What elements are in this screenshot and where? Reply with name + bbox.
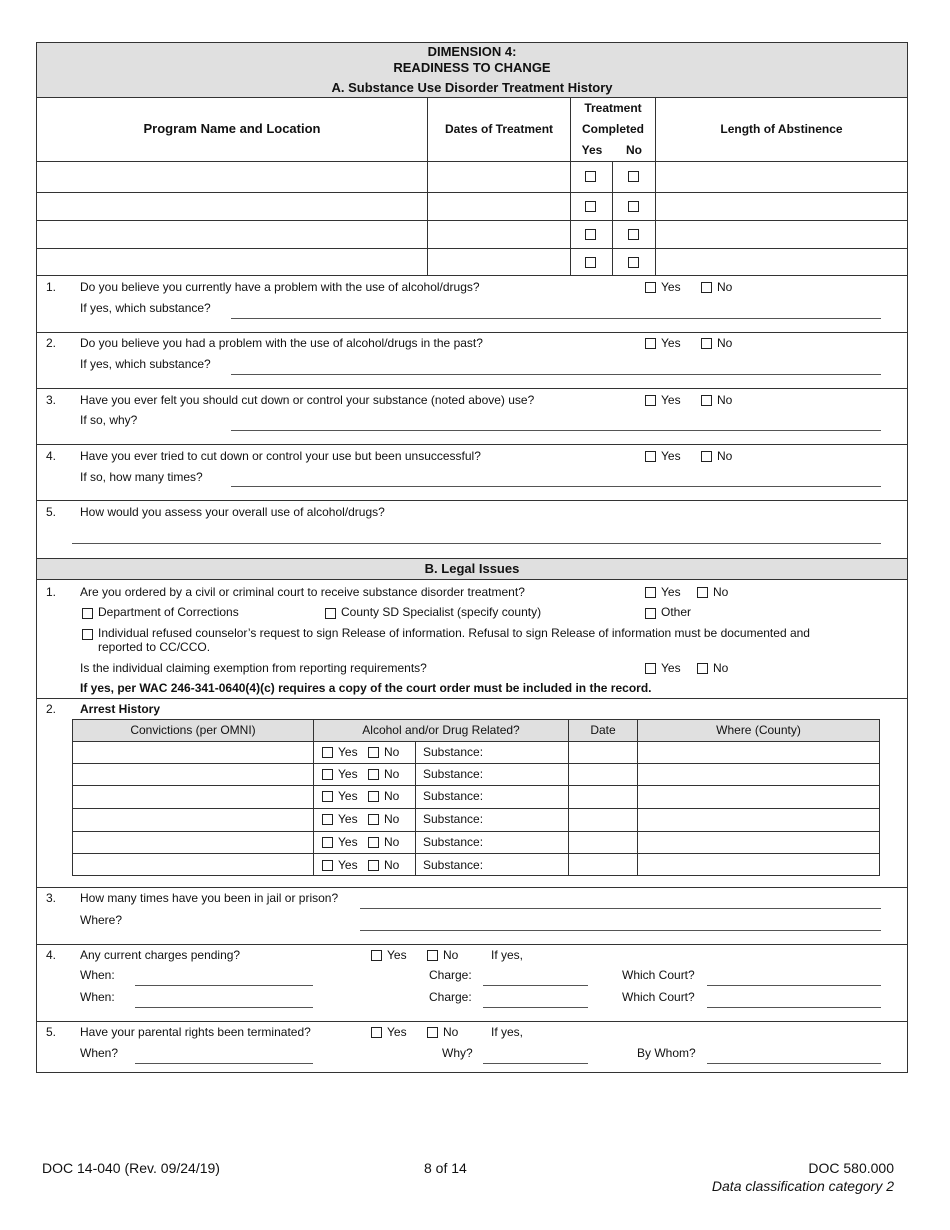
arrest-row3-yes-checkbox[interactable]	[322, 791, 333, 802]
grid-line	[313, 720, 314, 875]
col-date: Date	[590, 723, 616, 737]
question-4-number: 4.	[46, 449, 57, 463]
jail-where-label: Where?	[80, 913, 123, 927]
grid-line	[73, 831, 879, 832]
arrest-row5-yes-label: Yes	[338, 835, 358, 849]
charges-court-line-2[interactable]	[707, 1007, 881, 1008]
question-4-answer-line[interactable]	[231, 486, 881, 487]
charges-no-checkbox[interactable]	[427, 950, 438, 961]
charges-ifyes: If yes,	[491, 948, 524, 962]
arrest-row6-yes-label: Yes	[338, 858, 358, 872]
question-5-text: How would you assess your overall use of alcohol/drugs?	[80, 505, 385, 519]
question-1-yes-label: Yes	[661, 280, 681, 294]
county-checkbox[interactable]	[325, 608, 336, 619]
row-divider	[37, 698, 907, 699]
question-3-followup: If so, why?	[80, 413, 138, 427]
question-1-answer-line[interactable]	[231, 318, 881, 319]
section-b-header	[37, 558, 907, 580]
question-1-followup: If yes, which substance?	[80, 301, 211, 315]
charges-when-line-1[interactable]	[135, 985, 313, 986]
legal-q1-number: 1.	[46, 585, 57, 599]
legal-q1-yes-checkbox[interactable]	[645, 587, 656, 598]
arrest-row3-no-checkbox[interactable]	[368, 791, 379, 802]
section-a-title: A. Substance Use Disorder Treatment History	[331, 80, 613, 95]
doc-label: Department of Corrections	[98, 605, 239, 619]
jail-where-line[interactable]	[360, 930, 881, 931]
county-label: County SD Specialist (specify county)	[341, 605, 542, 619]
question-2-yes-checkbox[interactable]	[645, 338, 656, 349]
question-4-followup: If so, how many times?	[80, 470, 203, 484]
arrest-row3-no-label: No	[384, 789, 400, 803]
parental-why-label: Why?	[442, 1046, 473, 1060]
other-label: Other	[661, 605, 692, 619]
col-program: Program Name and Location	[143, 121, 321, 136]
col-convictions: Convictions (per OMNI)	[130, 723, 256, 737]
arrest-row4-yes-label: Yes	[338, 812, 358, 826]
question-1-number: 1.	[46, 280, 57, 294]
treatment-row3-yes-checkbox[interactable]	[585, 229, 596, 240]
question-4-no-checkbox[interactable]	[701, 451, 712, 462]
question-1-no-label: No	[717, 280, 733, 294]
arrest-row1-substance: Substance:	[423, 745, 484, 759]
refused-release-line1: Individual refused counselor’s request to sign Release of information. Refusal to sign Release of information must be documented and	[98, 626, 810, 640]
col-abstinence: Length of Abstinence	[720, 122, 843, 136]
arrest-row6-yes-checkbox[interactable]	[322, 860, 333, 871]
question-3-number: 3.	[46, 393, 57, 407]
question-2-no-checkbox[interactable]	[701, 338, 712, 349]
question-2-no-label: No	[717, 336, 733, 350]
legal-q5-number: 5.	[46, 1025, 57, 1039]
col-where: Where (County)	[716, 723, 801, 737]
question-3-answer-line[interactable]	[231, 430, 881, 431]
charges-no-label: No	[443, 948, 459, 962]
row-divider	[37, 944, 907, 945]
row-divider	[37, 1021, 907, 1022]
parental-bywhom-line[interactable]	[707, 1063, 881, 1064]
row-divider	[37, 887, 907, 888]
dimension-header	[37, 43, 907, 79]
treatment-row1-yes-checkbox[interactable]	[585, 171, 596, 182]
question-5-answer-line[interactable]	[72, 543, 881, 544]
arrest-row2-no-label: No	[384, 767, 400, 781]
parental-why-line[interactable]	[483, 1063, 588, 1064]
exemption-text: Is the individual claiming exemption from reporting requirements?	[80, 661, 427, 675]
charges-when-label-2: When:	[80, 990, 115, 1004]
wac-notice: If yes, per WAC 246-341-0640(4)(c) requires a copy of the court order must be included in the record.	[80, 681, 652, 695]
question-1-yes-checkbox[interactable]	[645, 282, 656, 293]
charges-question-text: Any current charges pending?	[80, 948, 241, 962]
col-treatment: Treatment	[584, 101, 642, 115]
form-frame	[36, 42, 908, 1073]
treatment-row2-no-checkbox[interactable]	[628, 201, 639, 212]
footer-classification: Data classification category 2	[711, 1178, 894, 1194]
charges-yes-checkbox[interactable]	[371, 950, 382, 961]
legal-q4-number: 4.	[46, 948, 57, 962]
grid-line	[637, 720, 638, 875]
question-3-yes-checkbox[interactable]	[645, 395, 656, 406]
charges-when-label-1: When:	[80, 968, 115, 982]
parental-no-checkbox[interactable]	[427, 1027, 438, 1038]
exemption-yes-label: Yes	[661, 661, 681, 675]
question-2-yes-label: Yes	[661, 336, 681, 350]
arrest-row1-yes-label: Yes	[338, 745, 358, 759]
grid-line	[612, 161, 613, 275]
question-4-yes-checkbox[interactable]	[645, 451, 656, 462]
charges-court-label-1: Which Court?	[622, 968, 695, 982]
refused-release-line2: reported to CC/CCO.	[98, 640, 211, 654]
treatment-row2-yes-checkbox[interactable]	[585, 201, 596, 212]
grid-line	[37, 248, 907, 249]
parental-when-label: When?	[80, 1046, 119, 1060]
question-3-text: Have you ever felt you should cut down or control your substance (noted above) use?	[80, 393, 535, 407]
row-divider	[37, 388, 907, 389]
section-b-title: B. Legal Issues	[424, 561, 520, 576]
arrest-row4-yes-checkbox[interactable]	[322, 814, 333, 825]
arrest-row4-no-label: No	[384, 812, 400, 826]
arrest-row3-yes-label: Yes	[338, 789, 358, 803]
question-3-no-label: No	[717, 393, 733, 407]
grid-line	[568, 720, 569, 875]
grid-line	[37, 220, 907, 221]
footer-doc-number: DOC 580.000	[808, 1160, 894, 1176]
doc-checkbox[interactable]	[82, 608, 93, 619]
question-2-followup: If yes, which substance?	[80, 357, 211, 371]
charges-court-line-1[interactable]	[707, 985, 881, 986]
arrest-row6-substance: Substance:	[423, 858, 484, 872]
grid-line	[37, 192, 907, 193]
arrest-row5-yes-checkbox[interactable]	[322, 837, 333, 848]
arrest-row3-substance: Substance:	[423, 789, 484, 803]
col-yes: Yes	[581, 143, 603, 157]
arrest-row5-substance: Substance:	[423, 835, 484, 849]
grid-line	[73, 763, 879, 764]
question-2-text: Do you believe you had a problem with the use of alcohol/drugs in the past?	[80, 336, 483, 350]
treatment-row4-no-checkbox[interactable]	[628, 257, 639, 268]
other-checkbox[interactable]	[645, 608, 656, 619]
grid-line	[73, 808, 879, 809]
arrest-row6-no-checkbox[interactable]	[368, 860, 379, 871]
arrest-row2-yes-label: Yes	[338, 767, 358, 781]
question-3-no-checkbox[interactable]	[701, 395, 712, 406]
treatment-row1-no-checkbox[interactable]	[628, 171, 639, 182]
grid-line	[73, 785, 879, 786]
parental-question-text: Have your parental rights been terminated?	[80, 1025, 311, 1039]
charges-charge-line-1[interactable]	[483, 985, 588, 986]
arrest-row6-no-label: No	[384, 858, 400, 872]
refused-release-checkbox[interactable]	[82, 629, 93, 640]
parental-bywhom-label: By Whom?	[637, 1046, 696, 1060]
charges-when-line-2[interactable]	[135, 1007, 313, 1008]
col-alcohol: Alcohol and/or Drug Related?	[362, 723, 520, 737]
charges-yes-label: Yes	[387, 948, 407, 962]
legal-q1-text: Are you ordered by a civil or criminal court to receive substance disorder treatment?	[80, 585, 525, 599]
dimension-line2: READINESS TO CHANGE	[393, 60, 551, 75]
question-3-yes-label: Yes	[661, 393, 681, 407]
row-divider	[37, 444, 907, 445]
section-a-header	[37, 78, 907, 98]
parental-no-label: No	[443, 1025, 459, 1039]
legal-q2-number: 2.	[46, 702, 57, 716]
exemption-no-label: No	[713, 661, 729, 675]
arrest-row1-no-label: No	[384, 745, 400, 759]
charges-charge-label-1: Charge:	[429, 968, 472, 982]
charges-charge-line-2[interactable]	[483, 1007, 588, 1008]
arrest-row1-yes-checkbox[interactable]	[322, 747, 333, 758]
grid-line	[37, 161, 907, 162]
grid-line	[73, 853, 879, 854]
legal-q1-no-label: No	[713, 585, 729, 599]
exemption-no-checkbox[interactable]	[697, 663, 708, 674]
legal-q1-yes-label: Yes	[661, 585, 681, 599]
parental-when-line[interactable]	[135, 1063, 313, 1064]
question-4-no-label: No	[717, 449, 733, 463]
charges-charge-label-2: Charge:	[429, 990, 472, 1004]
grid-line	[37, 275, 907, 276]
arrest-row1-no-checkbox[interactable]	[368, 747, 379, 758]
arrest-table	[72, 719, 880, 876]
question-4-text: Have you ever tried to cut down or control your use but been unsuccessful?	[80, 449, 481, 463]
question-1-no-checkbox[interactable]	[701, 282, 712, 293]
exemption-yes-checkbox[interactable]	[645, 663, 656, 674]
jail-question-text: How many times have you been in jail or prison?	[80, 891, 339, 905]
treatment-row4-yes-checkbox[interactable]	[585, 257, 596, 268]
question-2-number: 2.	[46, 336, 57, 350]
col-completed: Completed	[581, 122, 644, 136]
question-4-yes-label: Yes	[661, 449, 681, 463]
jail-times-line[interactable]	[360, 908, 881, 909]
question-1-text: Do you believe you currently have a problem with the use of alcohol/drugs?	[80, 280, 480, 294]
charges-court-label-2: Which Court?	[622, 990, 695, 1004]
arrest-row2-no-checkbox[interactable]	[368, 769, 379, 780]
arrest-row2-yes-checkbox[interactable]	[322, 769, 333, 780]
legal-q1-no-checkbox[interactable]	[697, 587, 708, 598]
parental-yes-checkbox[interactable]	[371, 1027, 382, 1038]
row-divider	[37, 332, 907, 333]
footer-form-number: DOC 14-040 (Rev. 09/24/19)	[42, 1160, 220, 1176]
row-divider	[37, 500, 907, 501]
parental-ifyes: If yes,	[491, 1025, 524, 1039]
col-dates: Dates of Treatment	[444, 122, 554, 136]
col-no: No	[626, 143, 642, 157]
arrest-row2-substance: Substance:	[423, 767, 484, 781]
question-5-number: 5.	[46, 505, 57, 519]
dimension-line1: DIMENSION 4:	[427, 44, 517, 59]
question-2-answer-line[interactable]	[231, 374, 881, 375]
footer-page-number: 8 of 14	[424, 1160, 467, 1176]
parental-yes-label: Yes	[387, 1025, 407, 1039]
arrest-row5-no-label: No	[384, 835, 400, 849]
treatment-row3-no-checkbox[interactable]	[628, 229, 639, 240]
arrest-row4-substance: Substance:	[423, 812, 484, 826]
legal-q3-number: 3.	[46, 891, 57, 905]
arrest-row4-no-checkbox[interactable]	[368, 814, 379, 825]
arrest-row5-no-checkbox[interactable]	[368, 837, 379, 848]
arrest-history-title: Arrest History	[80, 702, 161, 716]
